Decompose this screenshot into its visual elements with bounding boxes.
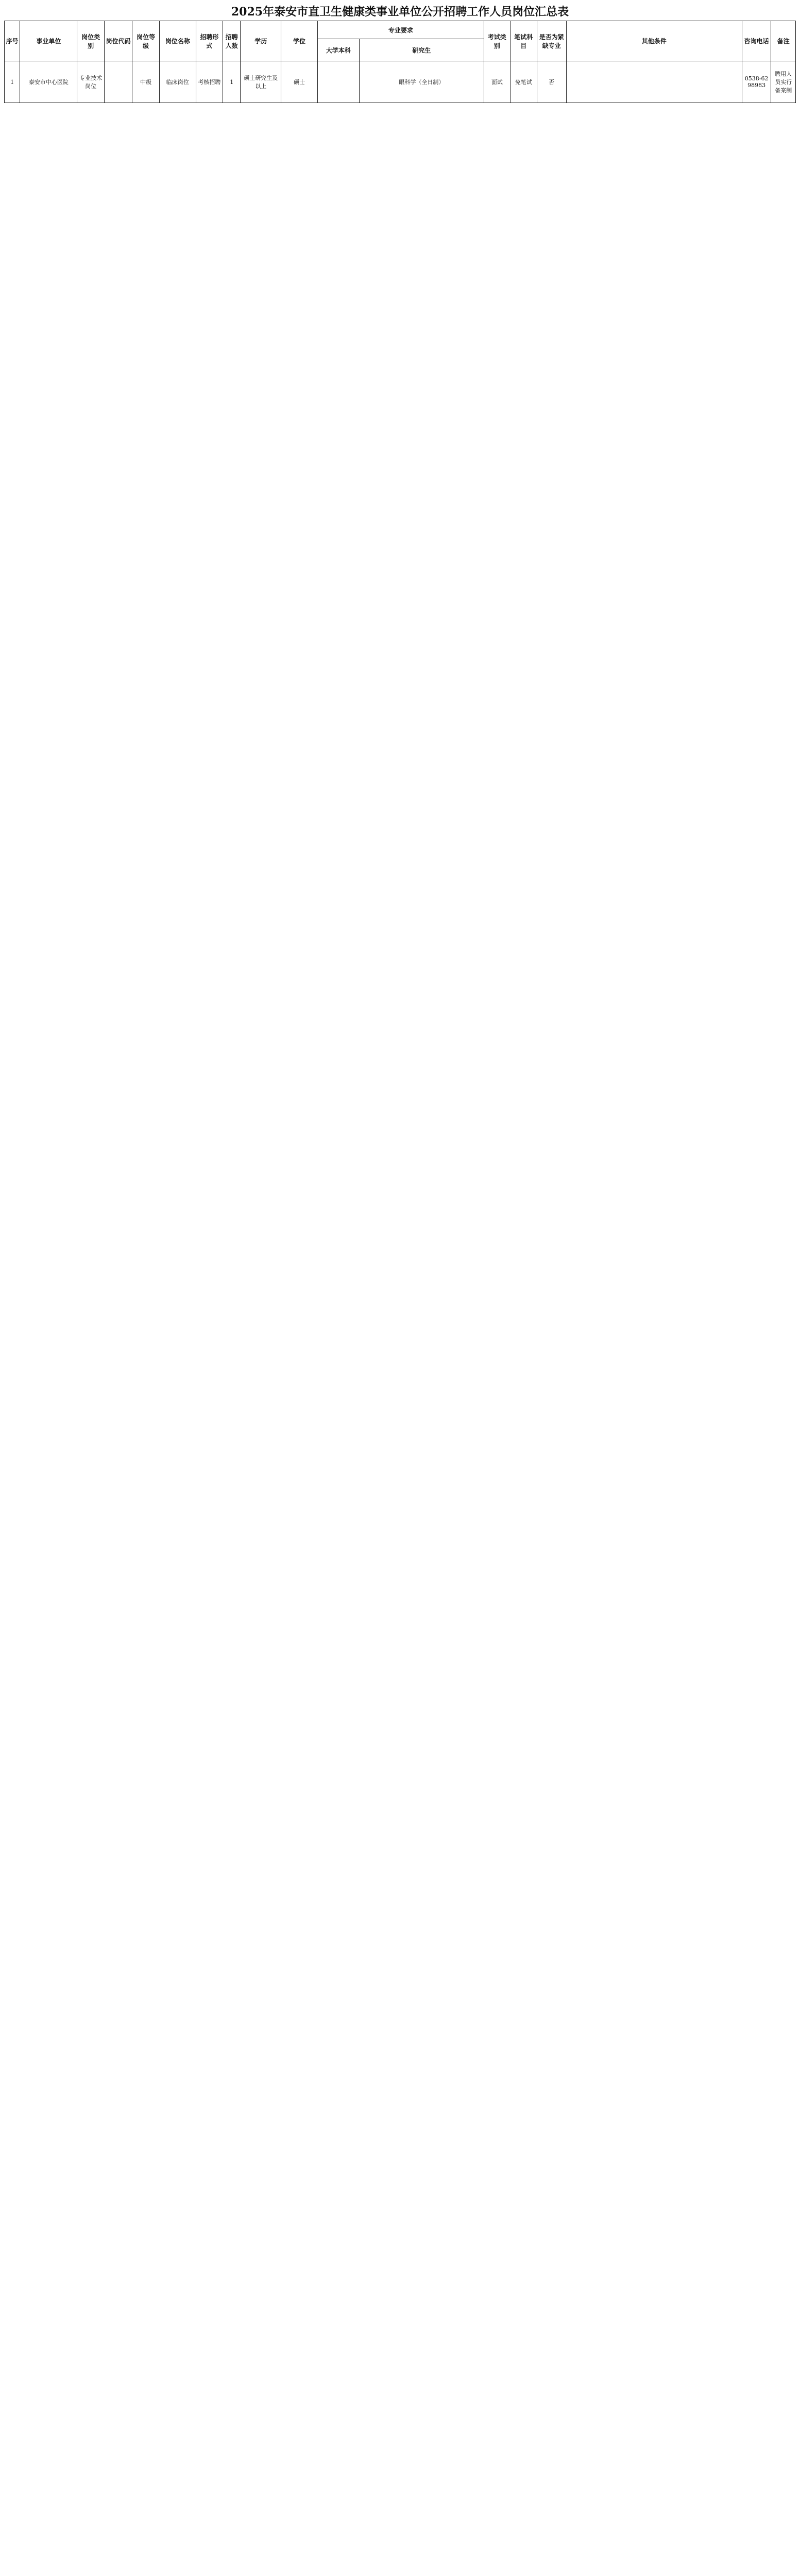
cell-phone: 0538-6298983 (742, 61, 771, 103)
header-major: 专业要求 (317, 21, 484, 39)
header-post-code: 岗位代码 (104, 21, 132, 61)
header-employer: 事业单位 (20, 21, 77, 61)
cell-employer: 泰安市中心医院 (20, 61, 77, 103)
header-seq: 序号 (5, 21, 20, 61)
header-phone: 咨询电话 (742, 21, 771, 61)
header-num: 招聘人数 (223, 21, 241, 61)
cell-exam: 面试 (484, 61, 510, 103)
cell-degree: 硕士 (281, 61, 318, 103)
header-ratio: 是否为紧缺专业 (537, 21, 567, 61)
cell-post-level: 中级 (132, 61, 160, 103)
cell-other (566, 61, 742, 103)
table-body (5, 61, 796, 103)
cell-seq: 1 (5, 61, 20, 103)
cell-post-code (104, 61, 132, 103)
header-note: 备注 (771, 21, 796, 61)
cell-post-name: 临床岗位 (159, 61, 196, 103)
header-major-pg: 研究生 (359, 39, 484, 61)
header-subject: 笔试科目 (510, 21, 537, 61)
page-title: 2025年泰安市直卫生健康类事业单位公开招聘工作人员岗位汇总表 (231, 5, 569, 19)
cell-post-type: 专业技术岗位 (77, 61, 105, 103)
cell-subject: 免笔试 (510, 61, 537, 103)
header-post-name: 岗位名称 (159, 21, 196, 61)
cell-note: 聘用人员实行备案制 (771, 61, 796, 103)
header-other: 其他条件 (566, 21, 742, 61)
header-exam: 考试类别 (484, 21, 510, 61)
header-education: 学历 (241, 21, 281, 61)
cell-num: 1 (223, 61, 241, 103)
cell-major-ug (317, 61, 359, 103)
positions-table (4, 21, 796, 103)
header-post-type: 岗位类别 (77, 21, 105, 61)
cell-ratio: 否 (537, 61, 567, 103)
table-row (5, 61, 796, 103)
header-method: 招聘形式 (196, 21, 223, 61)
cell-major-pg: 眼科学（全日制） (359, 61, 484, 103)
header-post-level: 岗位等级 (132, 21, 160, 61)
header-degree: 学位 (281, 21, 318, 61)
cell-education: 硕士研究生及以上 (241, 61, 281, 103)
cell-method: 考核招聘 (196, 61, 223, 103)
header-major-ug: 大学本科 (317, 39, 359, 61)
